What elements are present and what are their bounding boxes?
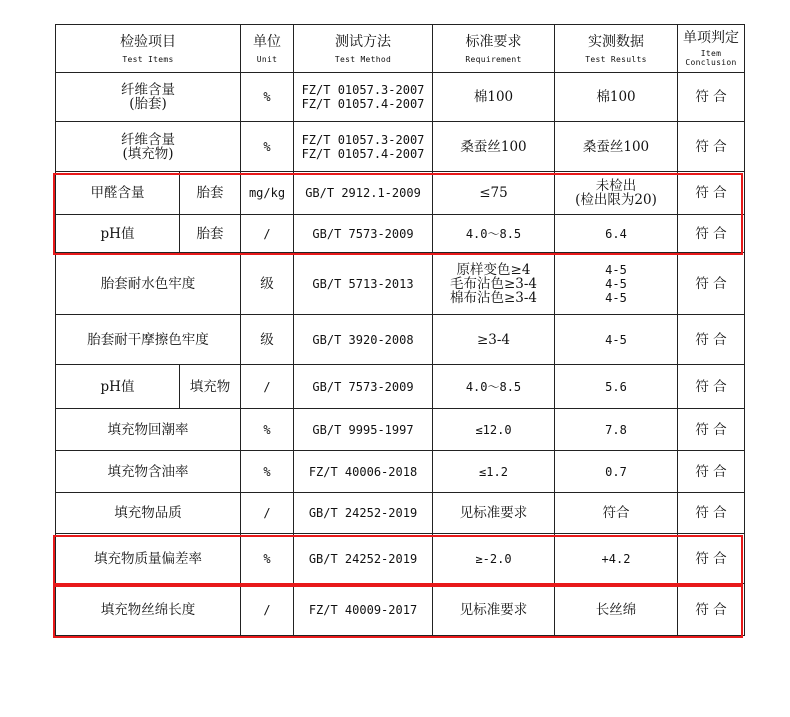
row-conclusion: 符 合 bbox=[678, 73, 745, 122]
header-row bbox=[56, 25, 745, 73]
row-conclusion: 符 合 bbox=[678, 122, 745, 172]
table-row bbox=[56, 584, 745, 636]
table-row bbox=[56, 253, 745, 315]
row-result: 5.6 bbox=[555, 365, 678, 409]
table-row bbox=[56, 122, 745, 172]
row-conclusion: 符 合 bbox=[678, 253, 745, 315]
row-requirement: ≤12.0 bbox=[433, 409, 555, 451]
row-method: FZ/T 01057.3-2007 FZ/T 01057.4-2007 bbox=[294, 122, 433, 172]
row-conclusion: 符 合 bbox=[678, 534, 745, 584]
row-result: 7.8 bbox=[555, 409, 678, 451]
row-item: 填充物品质 bbox=[56, 493, 241, 534]
table-row bbox=[56, 451, 745, 493]
table-row bbox=[56, 172, 745, 215]
row-subitem: 填充物 bbox=[180, 365, 241, 409]
header-method: 测试方法 Test Method bbox=[294, 25, 433, 73]
row-method: GB/T 24252-2019 bbox=[294, 534, 433, 584]
row-result: 桑蚕丝100 bbox=[555, 122, 678, 172]
row-requirement: ≥3-4 bbox=[433, 315, 555, 365]
header-requirement: 标准要求 Requirement bbox=[433, 25, 555, 73]
row-method: GB/T 2912.1-2009 bbox=[294, 172, 433, 215]
row-result: 4-5 4-5 4-5 bbox=[555, 253, 678, 315]
row-requirement: 棉100 bbox=[433, 73, 555, 122]
header-result: 实测数据 Test Results bbox=[555, 25, 678, 73]
row-method: GB/T 5713-2013 bbox=[294, 253, 433, 315]
row-item: pH值 bbox=[56, 365, 180, 409]
row-requirement: 原样变色≥4 毛布沾色≥3-4 棉布沾色≥3-4 bbox=[433, 253, 555, 315]
row-item: 纤维含量 (填充物) bbox=[56, 122, 241, 172]
row-conclusion: 符 合 bbox=[678, 365, 745, 409]
row-item: 纤维含量 (胎套) bbox=[56, 73, 241, 122]
table-row bbox=[56, 534, 745, 584]
row-item: 填充物回潮率 bbox=[56, 409, 241, 451]
row-unit: % bbox=[241, 409, 294, 451]
row-method: FZ/T 01057.3-2007 FZ/T 01057.4-2007 bbox=[294, 73, 433, 122]
row-conclusion: 符 合 bbox=[678, 409, 745, 451]
row-requirement: ≤75 bbox=[433, 172, 555, 215]
header-item: 检验项目 Test Items bbox=[56, 25, 241, 73]
row-item: 甲醛含量 bbox=[56, 172, 180, 215]
row-result: 6.4 bbox=[555, 215, 678, 253]
row-method: FZ/T 40009-2017 bbox=[294, 584, 433, 636]
row-unit: % bbox=[241, 73, 294, 122]
row-unit: % bbox=[241, 534, 294, 584]
row-result: 4-5 bbox=[555, 315, 678, 365]
row-unit: % bbox=[241, 122, 294, 172]
row-unit: / bbox=[241, 584, 294, 636]
row-result: 长丝绵 bbox=[555, 584, 678, 636]
row-method: GB/T 7573-2009 bbox=[294, 365, 433, 409]
table-row bbox=[56, 73, 745, 122]
row-requirement: 见标准要求 bbox=[433, 493, 555, 534]
row-item: 胎套耐干摩擦色牢度 bbox=[56, 315, 241, 365]
table-row bbox=[56, 215, 745, 253]
row-subitem: 胎套 bbox=[180, 215, 241, 253]
row-result: 符合 bbox=[555, 493, 678, 534]
row-conclusion: 符 合 bbox=[678, 451, 745, 493]
row-method: GB/T 3920-2008 bbox=[294, 315, 433, 365]
header-conclusion: 单项判定 Item Conclusion bbox=[678, 25, 745, 73]
row-method: GB/T 9995-1997 bbox=[294, 409, 433, 451]
row-requirement: 4.0～8.5 bbox=[433, 365, 555, 409]
row-conclusion: 符 合 bbox=[678, 493, 745, 534]
row-unit: / bbox=[241, 215, 294, 253]
row-requirement: 4.0～8.5 bbox=[433, 215, 555, 253]
row-result: +4.2 bbox=[555, 534, 678, 584]
row-result: 0.7 bbox=[555, 451, 678, 493]
row-unit: 级 bbox=[241, 315, 294, 365]
row-item: pH值 bbox=[56, 215, 180, 253]
row-unit: / bbox=[241, 493, 294, 534]
row-conclusion: 符 合 bbox=[678, 172, 745, 215]
row-item: 填充物含油率 bbox=[56, 451, 241, 493]
row-result: 棉100 bbox=[555, 73, 678, 122]
row-requirement: 见标准要求 bbox=[433, 584, 555, 636]
header-unit: 单位 Unit bbox=[241, 25, 294, 73]
table-row bbox=[56, 315, 745, 365]
test-report-table bbox=[55, 24, 745, 636]
row-item: 填充物丝绵长度 bbox=[56, 584, 241, 636]
row-unit: 级 bbox=[241, 253, 294, 315]
row-conclusion: 符 合 bbox=[678, 584, 745, 636]
row-unit: / bbox=[241, 365, 294, 409]
row-requirement: ≤1.2 bbox=[433, 451, 555, 493]
row-method: GB/T 24252-2019 bbox=[294, 493, 433, 534]
row-requirement: ≥-2.0 bbox=[433, 534, 555, 584]
row-unit: mg/kg bbox=[241, 172, 294, 215]
row-conclusion: 符 合 bbox=[678, 315, 745, 365]
row-unit: % bbox=[241, 451, 294, 493]
row-method: GB/T 7573-2009 bbox=[294, 215, 433, 253]
row-method: FZ/T 40006-2018 bbox=[294, 451, 433, 493]
row-conclusion: 符 合 bbox=[678, 215, 745, 253]
row-requirement: 桑蚕丝100 bbox=[433, 122, 555, 172]
table-row bbox=[56, 409, 745, 451]
row-item: 填充物质量偏差率 bbox=[56, 534, 241, 584]
row-subitem: 胎套 bbox=[180, 172, 241, 215]
table-row bbox=[56, 365, 745, 409]
table-row bbox=[56, 493, 745, 534]
row-result: 未检出 (检出限为20) bbox=[555, 172, 678, 215]
row-item: 胎套耐水色牢度 bbox=[56, 253, 241, 315]
